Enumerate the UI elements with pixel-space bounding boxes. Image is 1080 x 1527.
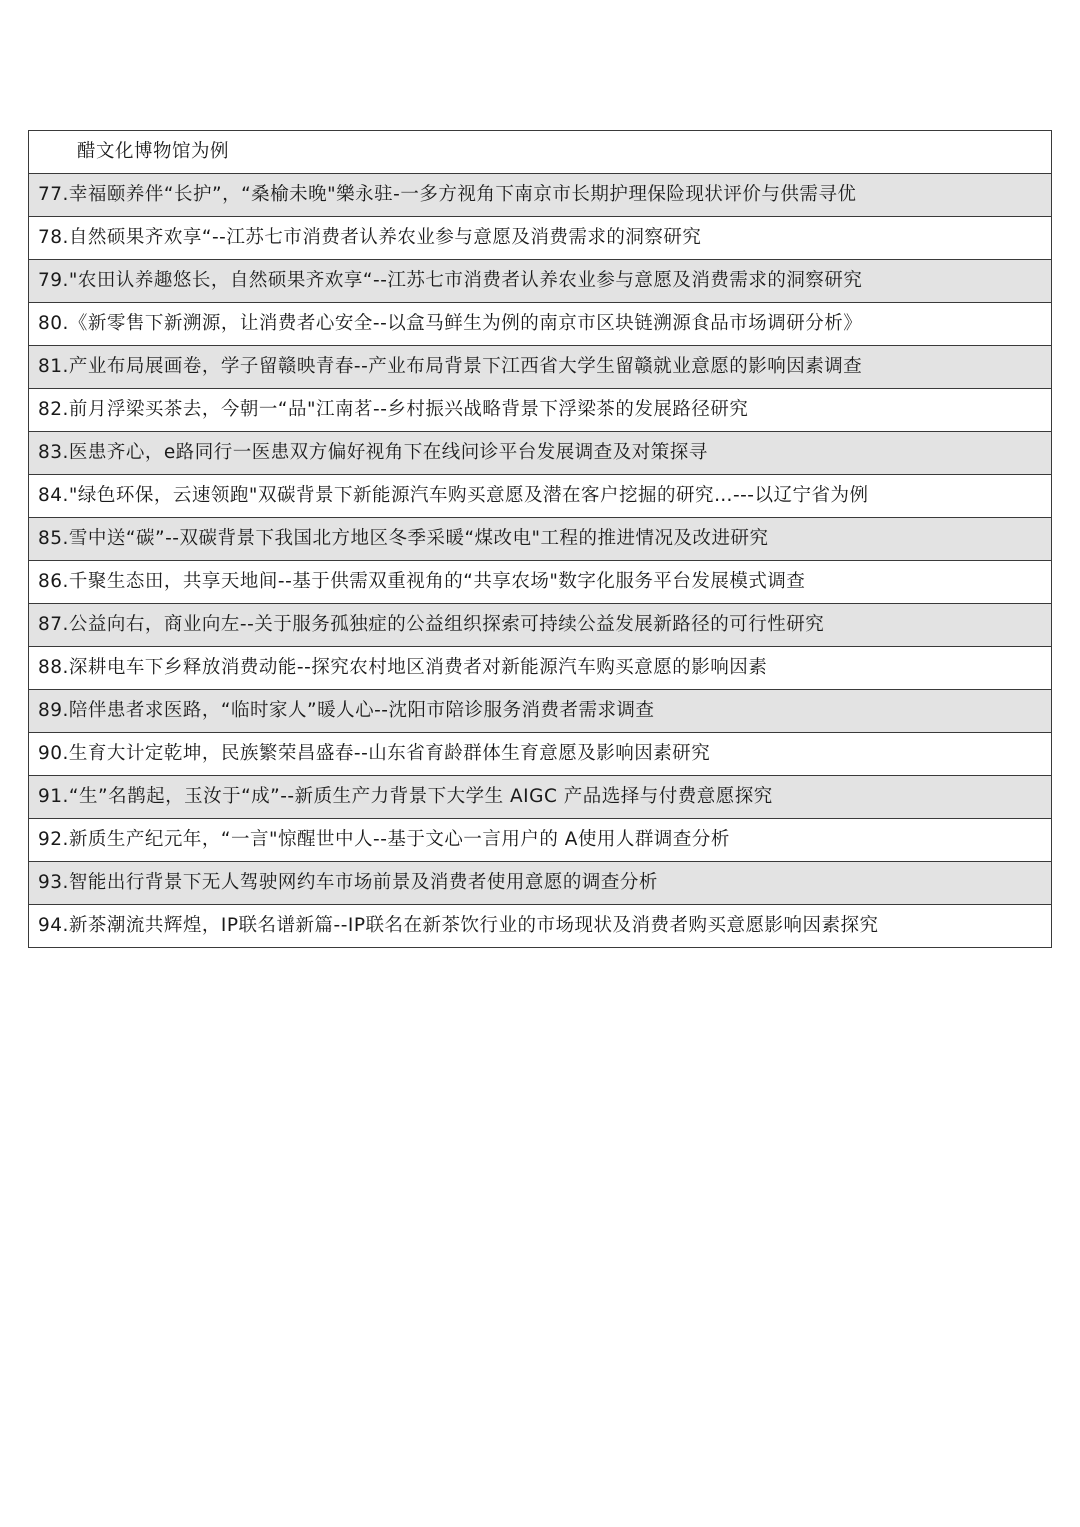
topic-cell: 85.雪中送“碳”--双碳背景下我国北方地区冬季采暖“煤改电"工程的推进情况及改进研究 <box>29 518 1052 561</box>
topic-cell: 81.产业布局展画卷，学子留赣映青春--产业布局背景下江西省大学生留赣就业意愿的影响因素调查 <box>29 346 1052 389</box>
topic-cell: 79."农田认养趣悠长，自然硕果齐欢享“--江苏七市消费者认养农业参与意愿及消费需求的洞察研究 <box>29 260 1052 303</box>
topic-cell: 84."绿色环保，云速领跑"双碳背景下新能源汽车购买意愿及潜在客户挖掘的研究…---以辽宁省为例 <box>29 475 1052 518</box>
table-row <box>29 518 1052 561</box>
table-row <box>29 475 1052 518</box>
table-row <box>29 389 1052 432</box>
table-row <box>29 690 1052 733</box>
table-row <box>29 561 1052 604</box>
table-row <box>29 217 1052 260</box>
topic-cell: 91.“生”名鹊起，玉汝于“成”--新质生产力背景下大学生 AIGC 产品选择与付费意愿探究 <box>29 776 1052 819</box>
topic-cell: 83.医患齐心，e路同行一医患双方偏好视角下在线问诊平台发展调查及对策探寻 <box>29 432 1052 475</box>
topic-cell: 88.深耕电车下乡释放消费动能--探究农村地区消费者对新能源汽车购买意愿的影响因素 <box>29 647 1052 690</box>
table-row <box>29 346 1052 389</box>
topic-list-table <box>28 130 1052 948</box>
topic-cell: 93.智能出行背景下无人驾驶网约车市场前景及消费者使用意愿的调查分析 <box>29 862 1052 905</box>
topic-cell: 90.生育大计定乾坤，民族繁荣昌盛春--山东省育龄群体生育意愿及影响因素研究 <box>29 733 1052 776</box>
table-row <box>29 303 1052 346</box>
table-row <box>29 174 1052 217</box>
table-row <box>29 819 1052 862</box>
table-row <box>29 647 1052 690</box>
topic-cell: 78.自然硕果齐欢享“--江苏七市消费者认养农业参与意愿及消费需求的洞察研究 <box>29 217 1052 260</box>
continuation-cell: 醋文化博物馆为例 <box>29 131 1052 174</box>
topic-cell: 89.陪伴患者求医路，“临时家人”暖人心--沈阳市陪诊服务消费者需求调查 <box>29 690 1052 733</box>
table-row <box>29 260 1052 303</box>
topic-cell: 94.新茶潮流共辉煌，IP联名谱新篇--IP联名在新茶饮行业的市场现状及消费者购买意愿影响因素探究 <box>29 905 1052 948</box>
topic-cell: 92.新质生产纪元年，“一言"惊醒世中人--基于文心一言用户的 A使用人群调查分析 <box>29 819 1052 862</box>
topic-cell: 87.公益向右，商业向左--关于服务孤独症的公益组织探索可持续公益发展新路径的可行性研究 <box>29 604 1052 647</box>
table-row <box>29 905 1052 948</box>
table-row <box>29 776 1052 819</box>
table-body <box>29 131 1052 948</box>
topic-cell: 77.幸福颐养伴“长护”，“桑榆未晚"樂永驻-一多方视角下南京市长期护理保险现状评价与供需寻优 <box>29 174 1052 217</box>
table-row <box>29 733 1052 776</box>
topic-cell: 80.《新零售下新溯源，让消费者心安全--以盒马鲜生为例的南京市区块链溯源食品市场调研分析》 <box>29 303 1052 346</box>
topic-cell: 86.千聚生态田，共享天地间--基于供需双重视角的“共享农场"数字化服务平台发展模式调查 <box>29 561 1052 604</box>
table-row <box>29 604 1052 647</box>
table-row <box>29 862 1052 905</box>
topic-cell: 82.前月浮梁买茶去，今朝一“品"江南茗--乡村振兴战略背景下浮梁茶的发展路径研究 <box>29 389 1052 432</box>
table-row <box>29 432 1052 475</box>
table-row-continuation <box>29 131 1052 174</box>
